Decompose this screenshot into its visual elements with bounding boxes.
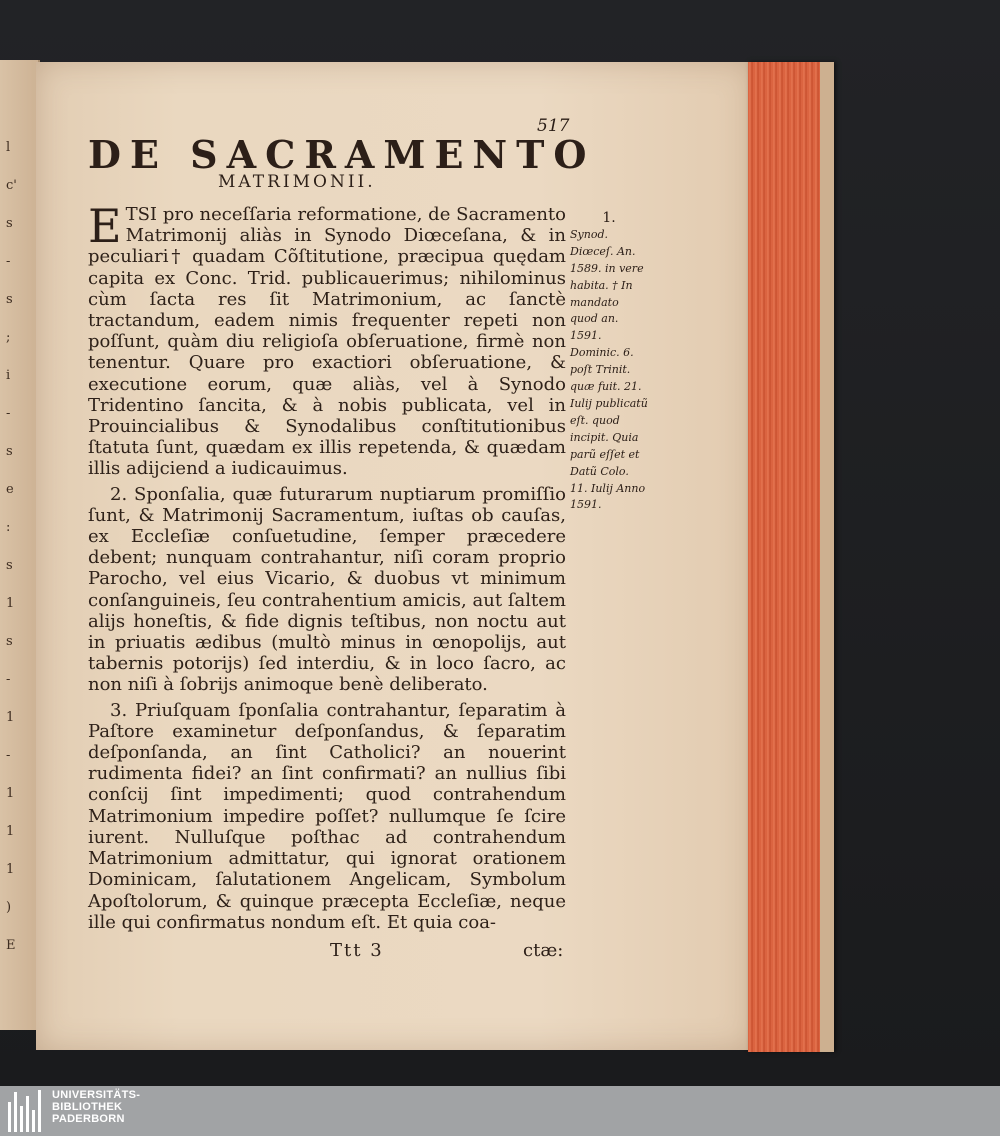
- margin-note-text: Synod. Diœceſ. An. 1589. in vere habita. † In mandato quod an. 1591. Dominic. 6. poſt Trinit. quæ fuit. 21. Iulij publicatũ eſt. quod incipit. Quia parũ eſſet et Datũ Colo. 11. Iulij Anno 1591.: [570, 227, 648, 512]
- dropcap: E: [88, 199, 122, 253]
- left-page-fragment: 1: [6, 786, 15, 801]
- catchword: ctæ:: [523, 940, 564, 961]
- left-page-fragment: 1: [6, 862, 15, 877]
- page-title: DE SACRAMENTO: [88, 132, 596, 177]
- left-page-fragment: ): [6, 900, 12, 915]
- left-page-fragment: e: [6, 482, 14, 497]
- left-page-fragment: -: [6, 406, 11, 421]
- left-page-fragment: 1: [6, 710, 15, 725]
- signature-mark: Ttt 3: [330, 940, 384, 961]
- left-page-fragment: s: [6, 292, 13, 307]
- left-page-fragment: l: [6, 140, 11, 155]
- library-name: [52, 1089, 140, 1125]
- paragraph-1: [88, 199, 566, 480]
- left-page-fragment: s: [6, 634, 13, 649]
- left-page-fragment: 1: [6, 596, 15, 611]
- left-page-fragment: -: [6, 254, 11, 269]
- left-page-fragment: 1: [6, 824, 15, 839]
- library-footer-bar: [0, 1086, 1000, 1136]
- library-name-line-2: BIBLIOTHEK: [52, 1101, 123, 1113]
- left-page-fragment: E: [6, 938, 16, 953]
- page-number: 517: [537, 116, 570, 136]
- page-block-edge: [748, 62, 834, 1052]
- margin-note: [570, 210, 648, 514]
- left-page-fragment: s: [6, 444, 13, 459]
- paragraph-3: 3. Priuſquam ſponſalia contrahantur, ſeparatim à Paſtore examinetur deſponſandus, & ſeparatim deſponſanda, an ſint Catholici? an nouerint rudimenta fidei? an ſint confirmati? an nullius ſibi conſcij ſint impedimenti; quod contrahendum Matrimonium impedire poſſet? nullumque ſe ſcire iurent. Nulluſque poſthac ad contrahendum Matrimonium admittatur, qui ignorat orationem Dominicam, ſalutationem Angelicam, Symbolum Apoſtolorum, & quinque præcepta Eccleſiæ, neque ille qui confirmatus nondum eſt. Et quia coa-: [88, 699, 566, 933]
- left-page-fragment: c': [6, 178, 17, 193]
- left-page-fragment: :: [6, 520, 11, 535]
- left-page-edge: [0, 60, 40, 1030]
- page-subtitle: MATRIMONII.: [218, 172, 376, 192]
- left-page-fragment: ;: [6, 330, 11, 345]
- body-text: [88, 199, 566, 933]
- left-page-fragment: -: [6, 672, 11, 687]
- left-page-fragment: s: [6, 216, 13, 231]
- left-page-fragment: -: [6, 748, 11, 763]
- left-page-fragment: i: [6, 368, 11, 383]
- library-name-line-1: UNIVERSITÄTS-: [52, 1089, 141, 1101]
- margin-note-number: 1.: [602, 210, 616, 226]
- paragraph-1-text: TSI pro neceſſaria reformatione, de Sacramento Matrimonij aliàs in Synodo Diœceſana, & in peculiari† quadam Cõſtitutione, præcipua quędam capita ex Conc. Trid. publicauerimus; nihilominus cùm ſacta res ſit Matrimonium, ac ſanctè tractandum, eadem nimis frequenter repeti non poſſunt, quàm diu religioſa obſeruatione, firmè non tenentur. Quare pro exactiori obſeruatione, & executione eorum, quæ aliàs, vel à Synodo Tridentino ſancita, & à nobis publicata, vel in Prouincialibus & Synodalibus conſtitutionibus ſtatuta ſunt, quædam ex illis repetenda, & quædam illis adijciend a iudicauimus.: [88, 204, 566, 480]
- left-page-fragment: s: [6, 558, 13, 573]
- library-logo-icon: [6, 1090, 44, 1132]
- paragraph-2: 2. Sponſalia, quæ futurarum nuptiarum promiſſio ſunt, & Matrimonij Sacramentum, iuſtas ob cauſas, ex Eccleſiæ conſuetudine, ſemper præcedere debent; nunquam contrahantur, niſi coram proprio Parocho, vel eius Vicario, & duobus vt minimum conſanguineis, ſeu contrahentium amicis, aut ſaltem alijs honeſtis, & fide dignis teſtibus, non noctu aut in priuatis ædibus (multò minus in œnopolijs, aut tabernis potorijs) ſed interdiu, & in loco ſacro, ac non niſi à ſobrijs animoque benè deliberato.: [88, 483, 566, 696]
- library-name-line-3: PADERBORN: [52, 1113, 125, 1125]
